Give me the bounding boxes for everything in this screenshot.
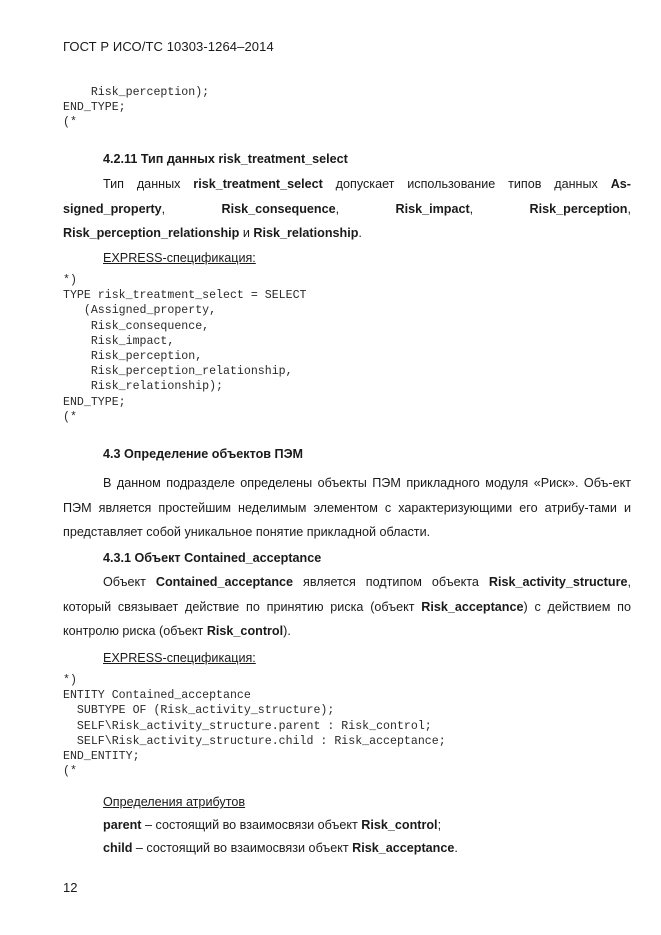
section-heading-4-3-1: 4.3.1 Объект Contained_acceptance	[103, 551, 322, 565]
page-number: 12	[63, 880, 78, 895]
section-heading-4-3: 4.3 Определение объектов ПЭМ	[103, 447, 304, 461]
attribute-parent-definition: parent – состоящий во взаимосвязи объект Risk_control;	[103, 818, 442, 832]
section-heading-4-2-11: 4.2.11 Тип данных risk_treatment_select	[103, 152, 348, 166]
paragraph-arm-objects: В данном подразделе определены объекты ПЭМ прикладного модуля «Риск». Объ-ект ПЭМ является простейшим неделимым элементом с характеризующими его атрибу-тами и представляет собой уникальное понятие прикладной области.	[63, 476, 631, 539]
attribute-definitions-label: Определения атрибутов	[103, 795, 246, 809]
attribute-child-definition: child – состоящий во взаимосвязи объект Risk_acceptance.	[103, 841, 458, 855]
code-block-contained-acceptance: *) ENTITY Contained_acceptance SUBTYPE OF (Risk_activity_structure); SELF\Risk_activity_structure.parent : Risk_control; SELF\Risk_activity_structure.child : Risk_acceptance; END_ENTITY; (*	[63, 674, 446, 779]
code-block-risk-treatment-select: *) TYPE risk_treatment_select = SELECT (Assigned_property, Risk_consequence, Risk_impact, Risk_perception, Risk_perception_relationship, Risk_relationship); END_TYPE; (*	[63, 274, 307, 424]
paragraph-risk-treatment-select: Тип данных risk_treatment_select допускает использование типов данных As-signed_property, Risk_consequence, Risk_impact, Risk_perception, Risk_perception_relationship и Risk_relationship.	[63, 177, 631, 240]
express-spec-label-2: EXPRESS-спецификация:	[103, 651, 256, 665]
code-block-continuation: Risk_perception); END_TYPE; (*	[63, 86, 210, 130]
document-header: ГОСТ Р ИСО/ТС 10303-1264–2014	[63, 39, 274, 54]
paragraph-contained-acceptance: Объект Contained_acceptance является подтипом объекта Risk_activity_structure, который связывает действие по принятию риска (объект Risk_acceptance) с действием по контролю риска (объект Risk_control).	[63, 575, 631, 638]
express-spec-label: EXPRESS-спецификация:	[103, 251, 256, 265]
